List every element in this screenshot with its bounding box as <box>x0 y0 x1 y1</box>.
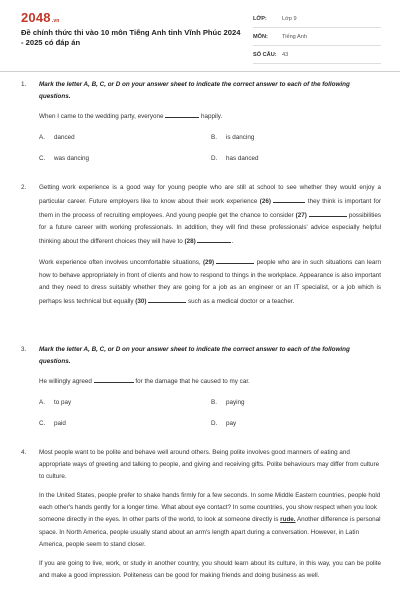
question-stem <box>39 109 381 123</box>
blank-number: (27) <box>295 212 307 220</box>
question-body <box>39 182 381 308</box>
question-2 <box>21 182 381 308</box>
option-letter: C. <box>39 155 46 163</box>
question-number: 4. <box>21 449 27 456</box>
option-d[interactable] <box>211 153 381 165</box>
option-text: to pay <box>54 399 72 407</box>
meta-info <box>253 10 381 64</box>
meta-key: LỚP: <box>253 15 267 22</box>
passage-paragraph: If you are going to live, work, or study in another country, you should learn about its culture, in this way, you can be polite and make a good impression. Politeness can be good for making friends and doing business as well. <box>39 559 381 579</box>
question-number: 1. <box>21 81 27 88</box>
option-letter: C. <box>39 420 46 428</box>
answer-blank <box>148 294 186 303</box>
option-letter: B. <box>211 134 217 142</box>
passage-text: Work experience often involves uncomfortable situations, <box>39 259 203 267</box>
answer-blank <box>197 234 234 246</box>
meta-value: Tiếng Anh <box>282 33 307 40</box>
question-stem <box>39 374 381 388</box>
option-text: paying <box>226 399 245 407</box>
question-3 <box>21 344 381 430</box>
question-instruction: Mark the letter A, B, C, or D on your answer sheet to indicate the correct answer to each of the following questions. <box>39 81 350 101</box>
blank-number: (29) <box>202 259 215 267</box>
stem-text: He willingly agreed <box>39 378 92 386</box>
question-body <box>39 447 381 582</box>
stem-text: happily. <box>201 113 223 121</box>
question-1 <box>21 79 381 165</box>
blank-number: (28) <box>184 238 196 246</box>
answer-blank <box>94 374 134 383</box>
site-logo[interactable] <box>21 10 60 25</box>
option-text: paid <box>54 420 66 428</box>
option-text: was dancing <box>54 155 90 163</box>
option-text: is dancing <box>226 134 255 142</box>
blank-number: (26) <box>259 198 271 206</box>
passage-text: In the United States, people prefer to shake hands firmly for a few seconds. In some Middle Eastern countries, people hold each other's hands gently for a longer time. What about eye contact? In some countries, you show respect when you look someone directly in the eyes. In other parts of the world, to look at someone directly is <box>39 492 381 524</box>
option-letter: D. <box>211 155 218 163</box>
option-letter: A. <box>39 399 45 407</box>
passage-paragraph <box>39 255 381 307</box>
answer-options <box>39 132 381 165</box>
answer-blank <box>216 255 254 264</box>
question-body <box>39 344 381 430</box>
passage-text: . <box>231 238 234 246</box>
passage-text: people who are in such situations can learn how to behave appropriately in front of clients and how to respond to things in the workplace. Appearance is also important and they need to dress suitably whether they are going for a job as an engineer or an IT specialist, or a job which is perhaps less technical but equally <box>39 259 381 305</box>
answer-blank <box>165 109 199 118</box>
passage-paragraph <box>39 490 381 550</box>
meta-row-class <box>253 10 381 28</box>
passage-text: Another difference is personal space. In North America, people usually stand about an arm's length apart during a conversation. However, in Latin America, people seem to stand closer. <box>39 516 381 548</box>
question-number: 3. <box>21 346 27 353</box>
meta-row-subject <box>253 28 381 46</box>
meta-key: SỐ CÂU: <box>253 51 277 58</box>
logo-text: 2048 <box>21 10 51 25</box>
passage-paragraph <box>39 182 381 248</box>
option-letter: D. <box>211 420 218 428</box>
answer-options <box>39 397 381 430</box>
option-text: danced <box>54 134 75 142</box>
option-a[interactable] <box>39 132 211 144</box>
option-text: has danced <box>226 155 259 163</box>
passage-text: such as a medical doctor or a teacher. <box>186 297 295 305</box>
option-a[interactable] <box>39 397 211 409</box>
stem-text: When I came to the wedding party, everyone <box>39 113 164 121</box>
meta-value: Lớp 9 <box>282 15 297 22</box>
option-b[interactable] <box>211 132 381 144</box>
meta-key: MÔN: <box>253 33 268 40</box>
passage-text: Getting work experience is a good way for young people who are still at school to see whether they would enjoy a particular career. Future employers like to know about their work experience <box>39 184 381 206</box>
logo-suffix: .vn <box>51 18 60 24</box>
underlined-word: rude. <box>280 516 296 524</box>
answer-blank <box>273 194 305 203</box>
document-title: Đề chính thức thi vào 10 môn Tiếng Anh tỉnh Vĩnh Phúc 2024 - 2025 có đáp án <box>21 28 241 47</box>
header-divider <box>0 71 400 72</box>
option-letter: B. <box>211 399 217 407</box>
blank-number: (30) <box>135 297 147 305</box>
question-body <box>39 79 381 165</box>
page-header <box>0 0 400 72</box>
option-c[interactable] <box>39 153 211 165</box>
question-4 <box>21 447 381 582</box>
passage-paragraph: Most people want to be polite and behave well around others. Being polite involves good manners of eating and appropriate ways of greeting and talking to people, and giving and receiving gifts. Polite behaviours may differ from culture to culture. <box>39 449 380 481</box>
meta-value: 43 <box>282 51 289 58</box>
option-d[interactable] <box>211 418 381 430</box>
question-number: 2. <box>21 184 27 191</box>
option-c[interactable] <box>39 418 211 430</box>
passage-text: they think is important for them in the process of recruiting employees. And young people get the chance to consider <box>39 198 381 220</box>
option-b[interactable] <box>211 397 381 409</box>
stem-text: for the damage that he caused to my car. <box>135 378 250 386</box>
answer-blank <box>309 208 347 217</box>
meta-row-count <box>253 46 381 64</box>
option-text: pay <box>226 420 237 428</box>
option-letter: A. <box>39 134 45 142</box>
passage-text: possibilities for a future career with working professionals. In addition, they will find these professionals' advice especially helpful thinking about the different choices they will have to <box>39 212 382 246</box>
question-instruction: Mark the letter A, B, C, or D on your answer sheet to indicate the correct answer to each of the following questions. <box>39 346 350 366</box>
